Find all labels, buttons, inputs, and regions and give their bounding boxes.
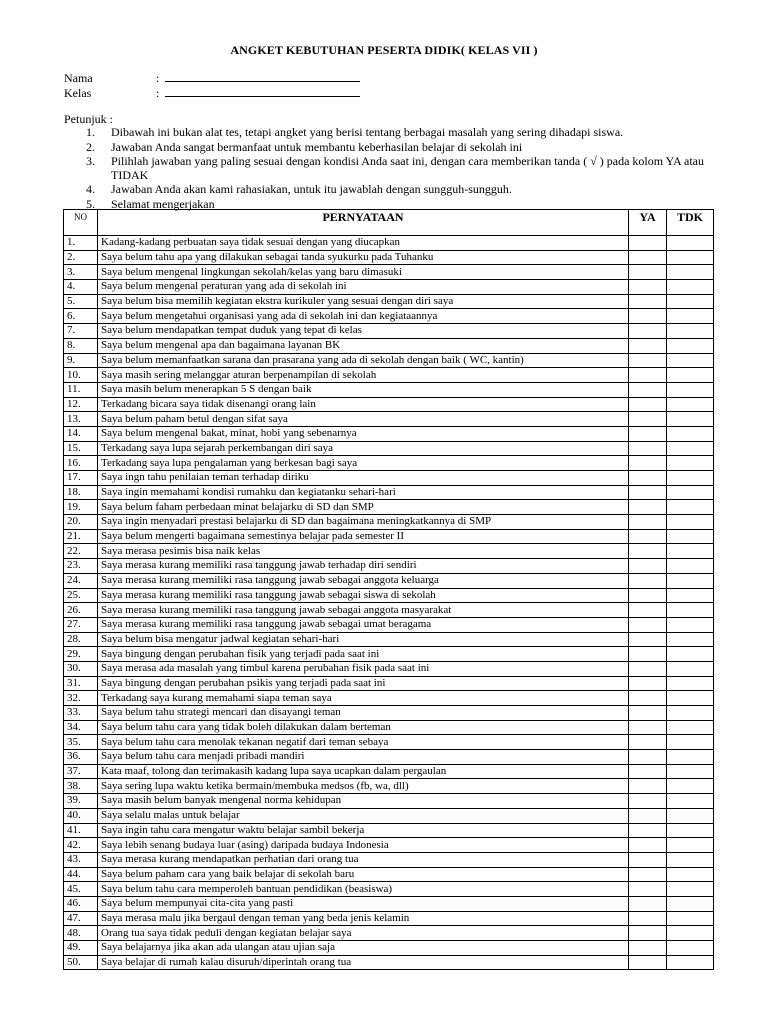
tdk-checkbox-cell[interactable] — [667, 265, 714, 280]
ya-checkbox-cell[interactable] — [629, 250, 667, 265]
ya-checkbox-cell[interactable] — [629, 838, 667, 853]
ya-checkbox-cell[interactable] — [629, 823, 667, 838]
row-statement: Saya masih belum banyak mengenal norma kehidupan — [98, 794, 629, 809]
row-number: 50. — [64, 955, 98, 970]
row-number: 23. — [64, 559, 98, 574]
row-statement: Kadang-kadang perbuatan saya tidak sesuai dengan yang diucapkan — [98, 236, 629, 251]
row-number: 9. — [64, 353, 98, 368]
class-separator: : — [156, 86, 163, 100]
ya-checkbox-cell[interactable] — [629, 706, 667, 721]
table-row — [64, 779, 714, 794]
tdk-checkbox-cell[interactable] — [667, 911, 714, 926]
tdk-checkbox-cell[interactable] — [667, 529, 714, 544]
tdk-checkbox-cell[interactable] — [667, 647, 714, 662]
row-statement: Saya merasa kurang memiliki rasa tanggung jawab sebagai anggota keluarga — [98, 573, 629, 588]
table-row — [64, 896, 714, 911]
tdk-checkbox-cell[interactable] — [667, 896, 714, 911]
row-number: 43. — [64, 852, 98, 867]
ya-checkbox-cell[interactable] — [629, 236, 667, 251]
table-row — [64, 955, 714, 970]
tdk-checkbox-cell[interactable] — [667, 280, 714, 295]
row-statement: Saya belum tahu cara menjadi pribadi mandiri — [98, 750, 629, 765]
row-statement: Saya ingin tahu cara mengatur waktu belajar sambil bekerja — [98, 823, 629, 838]
tdk-checkbox-cell[interactable] — [667, 603, 714, 618]
row-statement: Saya belum bisa mengatur jadwal kegiatan sehari-hari — [98, 632, 629, 647]
row-number: 1. — [64, 236, 98, 251]
header-statement: PERNYATAAN — [98, 210, 629, 236]
tdk-checkbox-cell[interactable] — [667, 691, 714, 706]
table-row — [64, 250, 714, 265]
row-number: 13. — [64, 412, 98, 427]
table-row — [64, 236, 714, 251]
row-statement: Saya ingin menyadari prestasi belajarku di SD dan bagaimana meningkatkannya di SMP — [98, 515, 629, 530]
tdk-checkbox-cell[interactable] — [667, 808, 714, 823]
row-statement: Saya merasa kurang memiliki rasa tanggung jawab sebagai umat beragama — [98, 617, 629, 632]
ya-checkbox-cell[interactable] — [629, 456, 667, 471]
ya-checkbox-cell[interactable] — [629, 500, 667, 515]
row-statement: Saya belajar di rumah kalau disuruh/diperintah orang tua — [98, 955, 629, 970]
row-number: 17. — [64, 471, 98, 486]
row-number: 25. — [64, 588, 98, 603]
tdk-checkbox-cell[interactable] — [667, 338, 714, 353]
tdk-checkbox-cell[interactable] — [667, 471, 714, 486]
ya-checkbox-cell[interactable] — [629, 324, 667, 339]
table-row — [64, 941, 714, 956]
row-statement: Kata maaf, tolong dan terimakasih kadang lupa saya ucapkan dalam pergaulan — [98, 764, 629, 779]
table-row — [64, 720, 714, 735]
row-number: 28. — [64, 632, 98, 647]
row-number: 31. — [64, 676, 98, 691]
ya-checkbox-cell[interactable] — [629, 426, 667, 441]
tdk-checkbox-cell[interactable] — [667, 882, 714, 897]
tdk-checkbox-cell[interactable] — [667, 926, 714, 941]
table-row — [64, 750, 714, 765]
name-field — [64, 70, 360, 85]
table-row — [64, 588, 714, 603]
table-row — [64, 280, 714, 295]
row-number: 36. — [64, 750, 98, 765]
row-statement: Orang tua saya tidak peduli dengan kegiatan belajar saya — [98, 926, 629, 941]
tdk-checkbox-cell[interactable] — [667, 412, 714, 427]
tdk-checkbox-cell[interactable] — [667, 382, 714, 397]
table-row — [64, 500, 714, 515]
table-row — [64, 852, 714, 867]
row-statement: Saya merasa kurang mendapatkan perhatian dari orang tua — [98, 852, 629, 867]
row-number: 11. — [64, 382, 98, 397]
ya-checkbox-cell[interactable] — [629, 485, 667, 500]
tdk-checkbox-cell[interactable] — [667, 823, 714, 838]
table-row — [64, 661, 714, 676]
tdk-checkbox-cell[interactable] — [667, 852, 714, 867]
tdk-checkbox-cell[interactable] — [667, 544, 714, 559]
row-statement: Saya belum tahu apa yang dilakukan sebagai tanda syukurku pada Tuhanku — [98, 250, 629, 265]
instruction-item: 1. Dibawah ini bukan alat tes, tetapi angket yang berisi tentang berbagai masalah yang sering dihadapi siswa. — [86, 125, 624, 139]
row-number: 16. — [64, 456, 98, 471]
row-number: 39. — [64, 794, 98, 809]
document-title: ANGKET KEBUTUHAN PESERTA DIDIK( KELAS VII ) — [230, 43, 538, 57]
row-statement: Saya merasa ada masalah yang timbul karena perubahan fisik pada saat ini — [98, 661, 629, 676]
class-field — [64, 85, 360, 100]
ya-checkbox-cell[interactable] — [629, 926, 667, 941]
tdk-checkbox-cell[interactable] — [667, 515, 714, 530]
row-number: 41. — [64, 823, 98, 838]
tdk-checkbox-cell[interactable] — [667, 588, 714, 603]
row-statement: Saya belum paham cara yang baik belajar di sekolah baru — [98, 867, 629, 882]
table-row — [64, 294, 714, 309]
instruction-item: 2. Jawaban Anda sangat bermanfaat untuk membantu keberhasilan belajar di sekolah ini — [86, 139, 523, 154]
tdk-checkbox-cell[interactable] — [667, 676, 714, 691]
row-number: 5. — [64, 294, 98, 309]
tdk-checkbox-cell[interactable] — [667, 309, 714, 324]
ya-checkbox-cell[interactable] — [629, 779, 667, 794]
tdk-checkbox-cell[interactable] — [667, 794, 714, 809]
ya-checkbox-cell[interactable] — [629, 852, 667, 867]
row-number: 20. — [64, 515, 98, 530]
table-row — [64, 324, 714, 339]
row-number: 2. — [64, 250, 98, 265]
row-statement: Saya belum mengetahui organisasi yang ada di sekolah ini dan kegiataannya — [98, 309, 629, 324]
tdk-checkbox-cell[interactable] — [667, 764, 714, 779]
ya-checkbox-cell[interactable] — [629, 661, 667, 676]
name-label: Nama — [64, 71, 93, 85]
row-statement: Saya belum tahu strategi mencari dan disayangi teman — [98, 706, 629, 721]
row-statement: Saya belum paham betul dengan sifat saya — [98, 412, 629, 427]
table-row — [64, 617, 714, 632]
ya-checkbox-cell[interactable] — [629, 676, 667, 691]
ya-checkbox-cell[interactable] — [629, 368, 667, 383]
table-row — [64, 691, 714, 706]
ya-checkbox-cell[interactable] — [629, 896, 667, 911]
ya-checkbox-cell[interactable] — [629, 735, 667, 750]
row-statement: Saya sering lupa waktu ketika bermain/membuka medsos (fb, wa, dll) — [98, 779, 629, 794]
tdk-checkbox-cell[interactable] — [667, 559, 714, 574]
tdk-checkbox-cell[interactable] — [667, 456, 714, 471]
ya-checkbox-cell[interactable] — [629, 471, 667, 486]
table-body — [64, 236, 714, 970]
row-statement: Terkadang saya lupa sejarah perkembangan diri saya — [98, 441, 629, 456]
row-statement: Saya belum mendapatkan tempat duduk yang tepat di kelas — [98, 324, 629, 339]
row-statement: Saya ingn tahu penilaian teman terhadap diriku — [98, 471, 629, 486]
row-number: 42. — [64, 838, 98, 853]
ya-checkbox-cell[interactable] — [629, 911, 667, 926]
row-statement: Saya merasa malu jika bergaul dengan teman yang beda jenis kelamin — [98, 911, 629, 926]
tdk-checkbox-cell[interactable] — [667, 632, 714, 647]
table-row — [64, 823, 714, 838]
row-statement: Saya merasa pesimis bisa naik kelas — [98, 544, 629, 559]
tdk-checkbox-cell[interactable] — [667, 441, 714, 456]
ya-checkbox-cell[interactable] — [629, 397, 667, 412]
class-label: Kelas — [64, 86, 92, 100]
tdk-checkbox-cell[interactable] — [667, 397, 714, 412]
tdk-checkbox-cell[interactable] — [667, 706, 714, 721]
row-number: 24. — [64, 573, 98, 588]
ya-checkbox-cell[interactable] — [629, 412, 667, 427]
row-statement: Saya belum mempunyai cita-cita yang pasti — [98, 896, 629, 911]
row-statement: Saya belum mengenal bakat, minat, hobi yang sebenarnya — [98, 426, 629, 441]
table-header-row — [64, 210, 714, 236]
row-number: 6. — [64, 309, 98, 324]
row-number: 38. — [64, 779, 98, 794]
row-number: 48. — [64, 926, 98, 941]
row-statement: Saya bingung dengan perubahan psikis yang terjadi pada saat ini — [98, 676, 629, 691]
table-row — [64, 426, 714, 441]
instruction-item: 5. Selamat mengerjakan — [86, 196, 215, 211]
ya-checkbox-cell[interactable] — [629, 294, 667, 309]
tdk-checkbox-cell[interactable] — [667, 941, 714, 956]
ya-checkbox-cell[interactable] — [629, 691, 667, 706]
row-number: 34. — [64, 720, 98, 735]
row-statement: Terkadang saya kurang memahami siapa teman saya — [98, 691, 629, 706]
table-row — [64, 926, 714, 941]
tdk-checkbox-cell[interactable] — [667, 250, 714, 265]
tdk-checkbox-cell[interactable] — [667, 485, 714, 500]
tdk-checkbox-cell[interactable] — [667, 426, 714, 441]
row-number: 45. — [64, 882, 98, 897]
tdk-checkbox-cell[interactable] — [667, 353, 714, 368]
row-statement: Saya merasa kurang memiliki rasa tanggung jawab sebagai siswa di sekolah — [98, 588, 629, 603]
table-row — [64, 441, 714, 456]
tdk-checkbox-cell[interactable] — [667, 236, 714, 251]
row-number: 10. — [64, 368, 98, 383]
row-statement: Terkadang saya lupa pengalaman yang berkesan bagi saya — [98, 456, 629, 471]
row-statement: Saya ingin memahami kondisi rumahku dan kegiatanku sehari-hari — [98, 485, 629, 500]
row-number: 29. — [64, 647, 98, 662]
row-statement: Saya belum bisa memilih kegiatan ekstra kurikuler yang sesuai dengan diri saya — [98, 294, 629, 309]
tdk-checkbox-cell[interactable] — [667, 294, 714, 309]
row-number: 3. — [64, 265, 98, 280]
tdk-checkbox-cell[interactable] — [667, 955, 714, 970]
table-row — [64, 353, 714, 368]
table-row — [64, 412, 714, 427]
ya-checkbox-cell[interactable] — [629, 647, 667, 662]
table-row — [64, 808, 714, 823]
row-statement: Terkadang bicara saya tidak disenangi orang lain — [98, 397, 629, 412]
ya-checkbox-cell[interactable] — [629, 764, 667, 779]
row-number: 14. — [64, 426, 98, 441]
tdk-checkbox-cell[interactable] — [667, 735, 714, 750]
row-number: 8. — [64, 338, 98, 353]
name-blank-line — [165, 70, 360, 82]
table-row — [64, 706, 714, 721]
table-row — [64, 397, 714, 412]
ya-checkbox-cell[interactable] — [629, 882, 667, 897]
row-number: 30. — [64, 661, 98, 676]
ya-checkbox-cell[interactable] — [629, 309, 667, 324]
table-row — [64, 368, 714, 383]
table-row — [64, 794, 714, 809]
table-row — [64, 632, 714, 647]
ya-checkbox-cell[interactable] — [629, 338, 667, 353]
ya-checkbox-cell[interactable] — [629, 632, 667, 647]
tdk-checkbox-cell[interactable] — [667, 368, 714, 383]
table-row — [64, 471, 714, 486]
row-number: 49. — [64, 941, 98, 956]
row-statement: Saya belum tahu cara memperoleh bantuan pendidikan (beasiswa) — [98, 882, 629, 897]
row-statement: Saya belum memanfaatkan sarana dan prasarana yang ada di sekolah dengan baik ( WC, kantin) — [98, 353, 629, 368]
row-number: 40. — [64, 808, 98, 823]
ya-checkbox-cell[interactable] — [629, 808, 667, 823]
instruction-item: 3. Pilihlah jawaban yang paling sesuai dengan kondisi Anda saat ini, dengan cara memberikan tanda ( √ ) pada kolom YA atau TIDAK — [86, 154, 704, 182]
ya-checkbox-cell[interactable] — [629, 794, 667, 809]
table-row — [64, 515, 714, 530]
row-statement: Saya belum mengerti bagaimana semestinya belajar pada semester II — [98, 529, 629, 544]
tdk-checkbox-cell[interactable] — [667, 617, 714, 632]
header-ya: YA — [629, 210, 667, 236]
row-number: 27. — [64, 617, 98, 632]
table-row — [64, 338, 714, 353]
ya-checkbox-cell[interactable] — [629, 617, 667, 632]
row-number: 18. — [64, 485, 98, 500]
ya-checkbox-cell[interactable] — [629, 573, 667, 588]
ya-checkbox-cell[interactable] — [629, 941, 667, 956]
table-row — [64, 382, 714, 397]
row-statement: Saya lebih senang budaya luar (asing) daripada budaya Indonesia — [98, 838, 629, 853]
row-number: 44. — [64, 867, 98, 882]
row-number: 21. — [64, 529, 98, 544]
ya-checkbox-cell[interactable] — [629, 529, 667, 544]
table-row — [64, 529, 714, 544]
instructions-heading: Petunjuk : — [64, 112, 114, 126]
table-row — [64, 882, 714, 897]
ya-checkbox-cell[interactable] — [629, 382, 667, 397]
row-statement: Saya belum mengenal lingkungan sekolah/kelas yang baru dimasuki — [98, 265, 629, 280]
instruction-item: 4. Jawaban Anda akan kami rahasiakan, untuk itu jawablah dengan sungguh-sungguh. — [86, 182, 512, 196]
tdk-checkbox-cell[interactable] — [667, 720, 714, 735]
table-row — [64, 265, 714, 280]
name-separator: : — [156, 71, 163, 85]
row-statement: Saya masih belum menerapkan 5 S dengan baik — [98, 382, 629, 397]
row-number: 19. — [64, 500, 98, 515]
header-tdk: TDK — [667, 210, 714, 236]
row-statement: Saya belum tahu cara menolak tekanan negatif dari teman sebaya — [98, 735, 629, 750]
ya-checkbox-cell[interactable] — [629, 720, 667, 735]
questionnaire-table — [63, 209, 714, 970]
table-row — [64, 603, 714, 618]
table-row — [64, 647, 714, 662]
table-row — [64, 309, 714, 324]
instructions-list — [64, 126, 719, 212]
table-row — [64, 676, 714, 691]
table-row — [64, 573, 714, 588]
ya-checkbox-cell[interactable] — [629, 441, 667, 456]
ya-checkbox-cell[interactable] — [629, 588, 667, 603]
row-number: 33. — [64, 706, 98, 721]
tdk-checkbox-cell[interactable] — [667, 573, 714, 588]
table-row — [64, 867, 714, 882]
ya-checkbox-cell[interactable] — [629, 559, 667, 574]
row-number: 47. — [64, 911, 98, 926]
row-statement: Saya belum tahu cara yang tidak boleh dilakukan dalam berteman — [98, 720, 629, 735]
table-row — [64, 559, 714, 574]
tdk-checkbox-cell[interactable] — [667, 500, 714, 515]
row-number: 4. — [64, 280, 98, 295]
row-statement: Saya belum faham perbedaan minat belajarku di SD dan SMP — [98, 500, 629, 515]
tdk-checkbox-cell[interactable] — [667, 779, 714, 794]
row-number: 46. — [64, 896, 98, 911]
row-statement: Saya selalu malas untuk belajar — [98, 808, 629, 823]
table-row — [64, 544, 714, 559]
row-number: 37. — [64, 764, 98, 779]
tdk-checkbox-cell[interactable] — [667, 324, 714, 339]
ya-checkbox-cell[interactable] — [629, 867, 667, 882]
row-number: 32. — [64, 691, 98, 706]
ya-checkbox-cell[interactable] — [629, 544, 667, 559]
row-statement: Saya belajarnya jika akan ada ulangan atau ujian saja — [98, 941, 629, 956]
row-number: 12. — [64, 397, 98, 412]
table-row — [64, 456, 714, 471]
table-row — [64, 764, 714, 779]
ya-checkbox-cell[interactable] — [629, 603, 667, 618]
row-number: 26. — [64, 603, 98, 618]
row-number: 22. — [64, 544, 98, 559]
table-row — [64, 485, 714, 500]
table-row — [64, 838, 714, 853]
tdk-checkbox-cell[interactable] — [667, 838, 714, 853]
ya-checkbox-cell[interactable] — [629, 515, 667, 530]
row-statement: Saya belum mengenal apa dan bagaimana layanan BK — [98, 338, 629, 353]
row-statement: Saya bingung dengan perubahan fisik yang terjadi pada saat ini — [98, 647, 629, 662]
row-number: 15. — [64, 441, 98, 456]
row-statement: Saya belum mengenal peraturan yang ada di sekolah ini — [98, 280, 629, 295]
tdk-checkbox-cell[interactable] — [667, 661, 714, 676]
header-no: NO — [64, 210, 98, 236]
row-number: 7. — [64, 324, 98, 339]
ya-checkbox-cell[interactable] — [629, 955, 667, 970]
row-number: 35. — [64, 735, 98, 750]
ya-checkbox-cell[interactable] — [629, 750, 667, 765]
tdk-checkbox-cell[interactable] — [667, 750, 714, 765]
row-statement: Saya masih sering melanggar aturan berpenampilan di sekolah — [98, 368, 629, 383]
tdk-checkbox-cell[interactable] — [667, 867, 714, 882]
table-row — [64, 911, 714, 926]
class-blank-line — [165, 85, 360, 97]
ya-checkbox-cell[interactable] — [629, 353, 667, 368]
row-statement: Saya merasa kurang memiliki rasa tanggung jawab terhadap diri sendiri — [98, 559, 629, 574]
table-row — [64, 735, 714, 750]
ya-checkbox-cell[interactable] — [629, 265, 667, 280]
row-statement: Saya merasa kurang memiliki rasa tanggung jawab sebagai anggota masyarakat — [98, 603, 629, 618]
ya-checkbox-cell[interactable] — [629, 280, 667, 295]
